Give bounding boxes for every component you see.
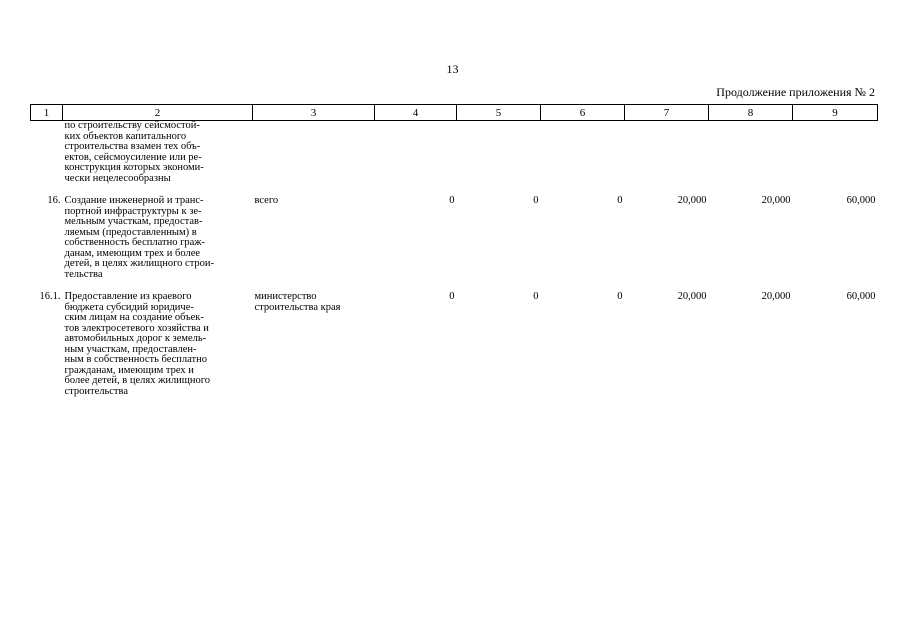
row-value-4 [375, 121, 457, 197]
row-value-5: 0 [533, 291, 539, 302]
row-number: 16.1. [39, 291, 61, 302]
row-value-8 [709, 121, 793, 197]
row-executor: всего [254, 195, 279, 206]
table-row [31, 121, 878, 197]
row-number [31, 121, 63, 197]
row-value-6: 0 [617, 195, 623, 206]
row-value-9 [793, 121, 878, 197]
row-value-8: 20,000 [761, 195, 791, 206]
col-header-1: 1 [31, 105, 63, 121]
row-name: по строительству сейсмостой- ких объектов капитального строительства взамен тех объ- ектов, сейсмоусиление или ре- конструкция которых экономи- чески нецелесообразны [64, 120, 204, 184]
col-header-8: 8 [709, 105, 793, 121]
row-value-8: 20,000 [761, 291, 791, 302]
row-value-9: 60,000 [846, 195, 876, 206]
row-value-4: 0 [449, 291, 455, 302]
col-header-2: 2 [63, 105, 253, 121]
page-number: 13 [446, 62, 459, 76]
table-row [31, 292, 878, 409]
row-number: 16. [47, 195, 61, 206]
col-header-6: 6 [541, 105, 625, 121]
col-header-9: 9 [793, 105, 878, 121]
row-value-7: 20,000 [677, 291, 707, 302]
row-value-5 [457, 121, 541, 197]
row-value-9: 60,000 [846, 291, 876, 302]
table-header-row [31, 105, 878, 121]
col-header-3: 3 [253, 105, 375, 121]
col-header-4: 4 [375, 105, 457, 121]
row-executor [253, 121, 375, 197]
row-executor: министерство строительства края [254, 291, 341, 313]
col-header-5: 5 [457, 105, 541, 121]
row-value-6 [541, 121, 625, 197]
row-value-7 [625, 121, 709, 197]
row-value-5: 0 [533, 195, 539, 206]
row-value-7: 20,000 [677, 195, 707, 206]
appendix-table [30, 104, 878, 409]
row-value-6: 0 [617, 291, 623, 302]
col-header-7: 7 [625, 105, 709, 121]
continuation-label: Продолжение приложения № 2 [716, 85, 875, 99]
table-row [31, 196, 878, 292]
row-name: Создание инженерной и транс- портной инфраструктуры к зе- мельным участкам, предостав- ляемым (предоставленным) в собственность бесплатно граж- данам, имеющим трех и более детей, в целях жилищного строи- тельства [64, 195, 215, 280]
row-value-4: 0 [449, 195, 455, 206]
row-name: Предоставление из краевого бюджета субсидий юридиче- ским лицам на создание объек- тов электросетевого хозяйства и автомобильных дорог к земель- ным участкам, предоставлен- ным в собственность бесплатно гражданам, имеющим трех и более детей, в целях жилищного строительства [64, 291, 211, 397]
